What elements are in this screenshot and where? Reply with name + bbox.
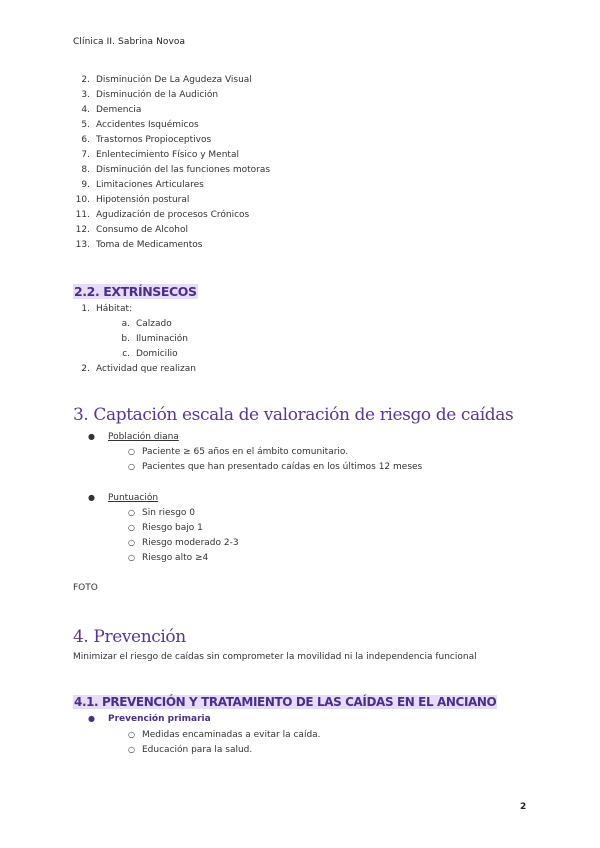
list-item: ○ Pacientes que han presentado caídas en los últimos 12 meses (128, 462, 423, 472)
extrinsic-heading: 2.2. EXTRÍNSECOS (74, 284, 197, 299)
list-item: 12. Consumo de Alcohol (75, 225, 188, 235)
section-4-1-heading: 4.1. PREVENCIÓN Y TRATAMIENTO DE LAS CAÍDAS EN EL ANCIANO (74, 695, 497, 709)
list-item: 11. Agudización de procesos Crónicos (75, 210, 250, 220)
primary-prevention-label: ● Prevención primaria (88, 714, 211, 724)
list-item: 9. Limitaciones Articulares (81, 180, 204, 190)
list-item: 10. Hipotensión postural (75, 195, 190, 205)
section-4-text: Minimizar el riesgo de caídas sin comprometer la movilidad ni la independencia funcional (73, 652, 477, 662)
bullet-icon: ● (88, 432, 95, 441)
page-number: 2 (520, 802, 527, 812)
target-population-label: ● Población diana (88, 432, 179, 442)
circle-bullet-icon: ○ (128, 508, 135, 517)
sub-list-item: c. Domicilio (122, 349, 178, 359)
circle-bullet-icon: ○ (128, 745, 135, 754)
list-item: 7. Enlentecimiento Físico y Mental (81, 150, 239, 160)
list-item: 13. Toma de Medicamentos (75, 240, 203, 250)
sub-list-item: a. Calzado (121, 319, 172, 329)
list-item: ○ Riesgo alto ≥4 (128, 553, 209, 563)
list-item: 2. Actividad que realizan (81, 364, 196, 374)
section-4-heading: 4. Prevención (73, 627, 186, 647)
circle-bullet-icon: ○ (128, 538, 135, 547)
circle-bullet-icon: ○ (128, 523, 135, 532)
list-item: ○ Sin riesgo 0 (128, 508, 196, 518)
list-item: 2. Disminución De La Agudeza Visual (81, 75, 252, 85)
list-item: 6. Trastornos Propioceptivos (81, 135, 212, 145)
list-item: ○ Medidas encaminadas a evitar la caída. (128, 730, 321, 740)
list-item: ○ Riesgo bajo 1 (128, 523, 203, 533)
circle-bullet-icon: ○ (128, 462, 135, 471)
list-item: 8. Disminución del las funciones motoras (81, 165, 271, 175)
page-header: Clínica II. Sabrina Novoa (73, 37, 186, 47)
sub-list-item: b. Iluminación (121, 334, 189, 344)
list-item: 5. Accidentes Isquémicos (81, 120, 199, 130)
circle-bullet-icon: ○ (128, 553, 135, 562)
list-item: 4. Demencia (81, 105, 142, 115)
list-item: 3. Disminución de la Audición (81, 90, 219, 100)
bullet-icon: ● (88, 714, 95, 723)
list-item: ○ Riesgo moderado 2-3 (128, 538, 239, 548)
bullet-icon: ● (88, 493, 95, 502)
list-item: 1. Hábitat: (81, 304, 133, 314)
section-3-heading: 3. Captación escala de valoración de riesgo de caídas (73, 405, 514, 425)
score-label: ● Puntuación (88, 493, 159, 503)
circle-bullet-icon: ○ (128, 730, 135, 739)
list-item: ○ Educación para la salud. (128, 745, 253, 755)
circle-bullet-icon: ○ (128, 447, 135, 456)
list-item: ○ Paciente ≥ 65 años en el ámbito comunitario. (128, 447, 349, 457)
photo-placeholder: FOTO (73, 583, 98, 593)
